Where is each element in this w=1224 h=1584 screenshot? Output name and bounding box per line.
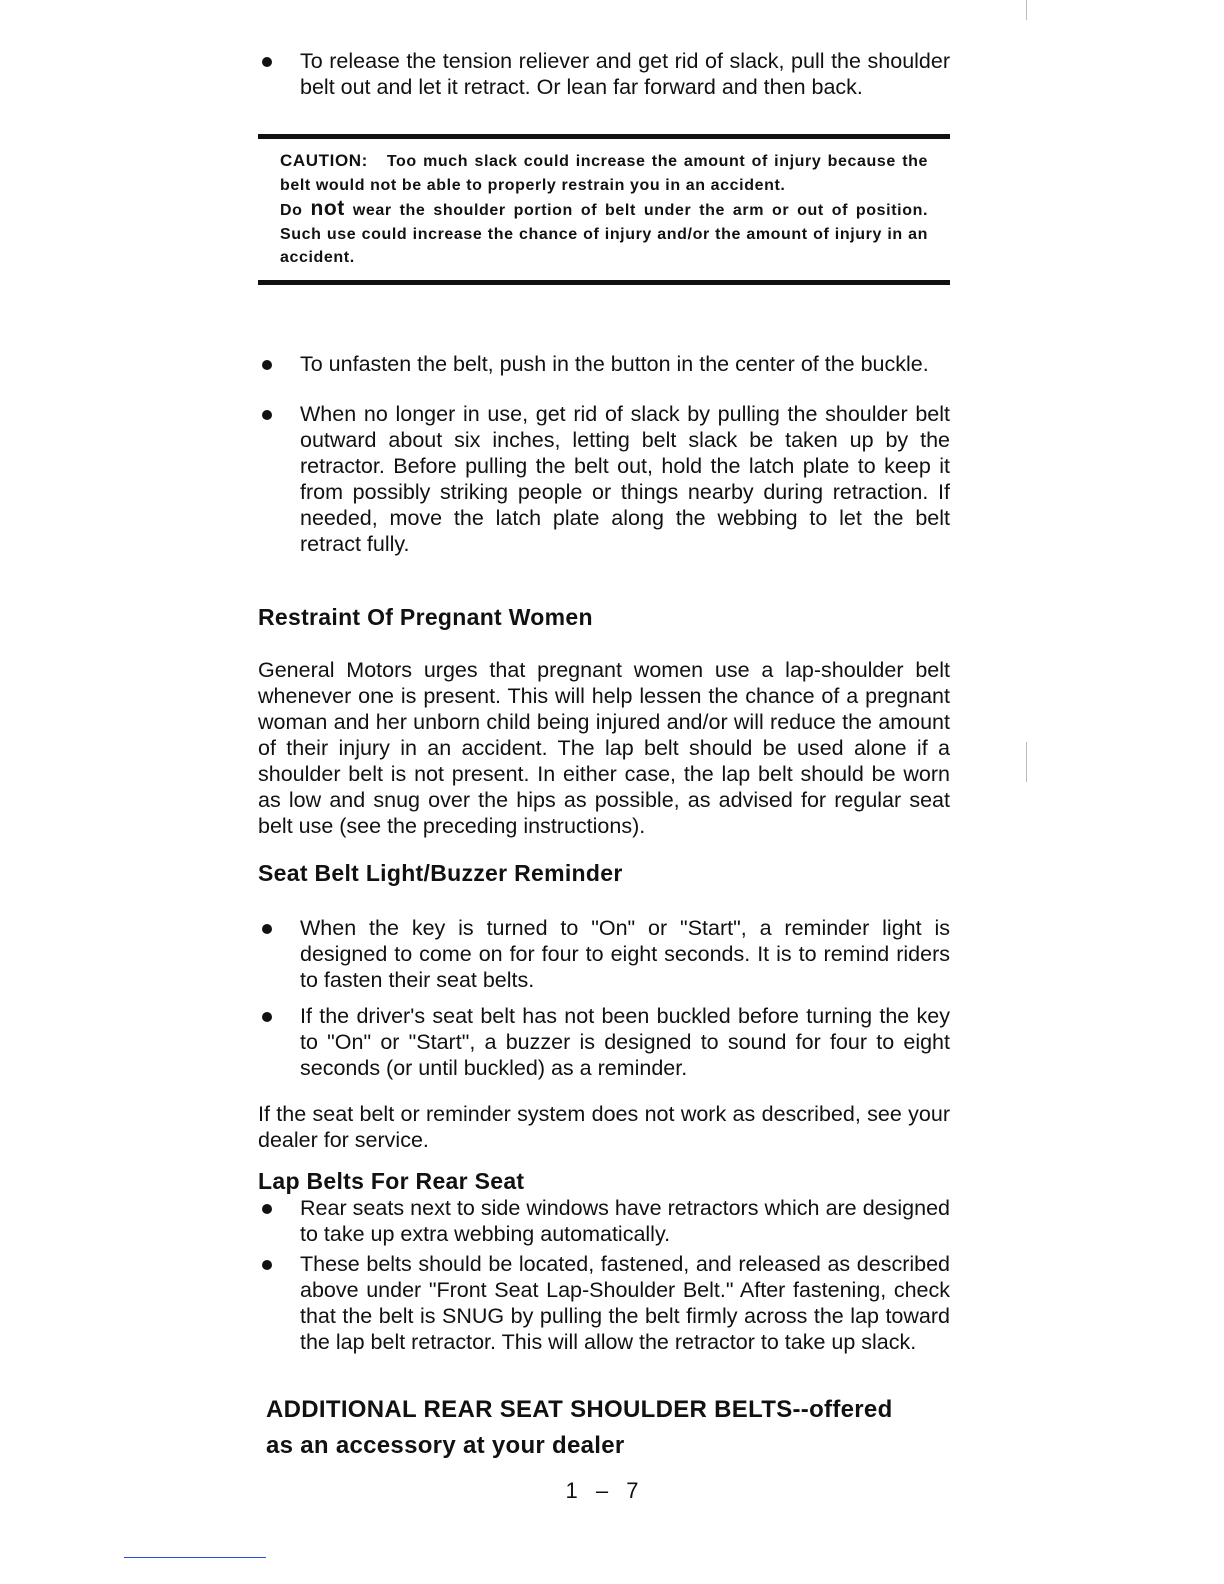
bullet-icon	[262, 360, 272, 370]
bullet-list	[258, 351, 950, 557]
bullet-icon	[262, 1260, 272, 1270]
additional-line-2: as an accessory at your dealer	[266, 1432, 625, 1459]
bullet-icon	[262, 410, 272, 420]
bullet-icon	[262, 57, 272, 67]
lap-belts-section	[258, 1168, 950, 1195]
list-item	[258, 915, 950, 993]
caution-paragraph-2	[280, 197, 928, 270]
paragraph: If the seat belt or reminder system does not work as described, see your dealer for service.	[258, 1102, 950, 1152]
bullet-text: If the driver's seat belt has not been buckled before turning the key to "On" or "Start", a buzzer is designed to sound for four to eight seconds (or until buckled) as a reminder.	[300, 1004, 950, 1080]
caution-box	[258, 134, 950, 285]
top-bullet-section	[258, 48, 950, 100]
bullet-list	[258, 1195, 950, 1355]
additional-section	[266, 1392, 956, 1464]
middle-bullet-section	[258, 351, 950, 557]
edge-mark	[1026, 0, 1027, 20]
bullet-icon	[262, 1204, 272, 1214]
section-heading: Seat Belt Light/Buzzer Reminder	[258, 860, 623, 886]
bullet-text: These belts should be located, fastened, and released as described above under "Front Seat Lap-Shoulder Belt." After fastening, check that the belt is SNUG by pulling the belt firmly across the lap toward the lap belt retractor. This will allow the retractor to take up slack.	[300, 1252, 950, 1354]
list-item	[258, 1195, 950, 1247]
bullet-icon	[262, 924, 272, 934]
list-item	[258, 401, 950, 557]
caution-text	[258, 139, 950, 280]
section-heading: Lap Belts For Rear Seat	[258, 1168, 525, 1194]
lap-belts-bullets	[258, 1195, 950, 1355]
footer-rule	[124, 1557, 266, 1558]
section-heading: Restraint Of Pregnant Women	[258, 604, 593, 630]
bullet-list	[258, 48, 950, 100]
pregnant-section	[258, 604, 950, 631]
reminder-note	[258, 1101, 950, 1153]
bullet-text: When no longer in use, get rid of slack by pulling the shoulder belt outward about six inches, letting belt slack be taken up by the retractor. Before pulling the belt out, hold the latch plate to keep it from possibly striking people or things nearby during retraction. If needed, move the latch plate along the webbing to let the belt retract fully.	[300, 402, 950, 556]
caution-label: CAUTION:	[280, 151, 368, 170]
caution-paragraph	[280, 149, 928, 197]
list-item	[258, 351, 950, 377]
list-item	[258, 1003, 950, 1081]
list-item	[258, 1251, 950, 1355]
bullet-list	[258, 915, 950, 1081]
reminder-bullets	[258, 915, 950, 1081]
caution-emphasis: not	[310, 197, 345, 220]
additional-line-1: ADDITIONAL REAR SEAT SHOULDER BELTS--offered	[266, 1396, 893, 1423]
bullet-text: When the key is turned to "On" or "Start", a reminder light is designed to come on for four to eight seconds. It is to remind riders to fasten their seat belts.	[300, 916, 950, 992]
bullet-icon	[262, 1012, 272, 1022]
reminder-section	[258, 860, 950, 887]
bullet-text: To unfasten the belt, push in the button in the center of the buckle.	[300, 352, 929, 376]
edge-mark	[1026, 742, 1027, 782]
divider	[258, 280, 950, 285]
bullet-text: To release the tension reliever and get rid of slack, pull the shoulder belt out and let it retract. Or lean far forward and then back.	[300, 49, 950, 99]
bullet-text: Rear seats next to side windows have retractors which are designed to take up extra webbing automatically.	[300, 1196, 950, 1246]
pregnant-body	[258, 657, 950, 839]
page-number: 1 – 7	[565, 1478, 645, 1503]
paragraph: General Motors urges that pregnant women use a lap-shoulder belt whenever one is present. This will help lessen the chance of a pregnant woman and her unborn child being injured and/or will reduce the amount of their injury in an accident. The lap belt should be used alone if a shoulder belt is not present. In either case, the lap belt should be worn as low and snug over the hips as possible, as advised for regular seat belt use (see the preceding instructions).	[258, 658, 950, 838]
caution-prefix: Do	[280, 202, 303, 219]
caution-line-1: Too much slack could increase the amount of injury because the belt would not be able to properly restrain you in an accident.	[280, 153, 928, 194]
list-item	[258, 48, 950, 100]
caution-line-2: wear the shoulder portion of belt under the arm or out of position. Such use could increase the chance of injury and/or the amount of injury in an accident.	[280, 202, 928, 266]
